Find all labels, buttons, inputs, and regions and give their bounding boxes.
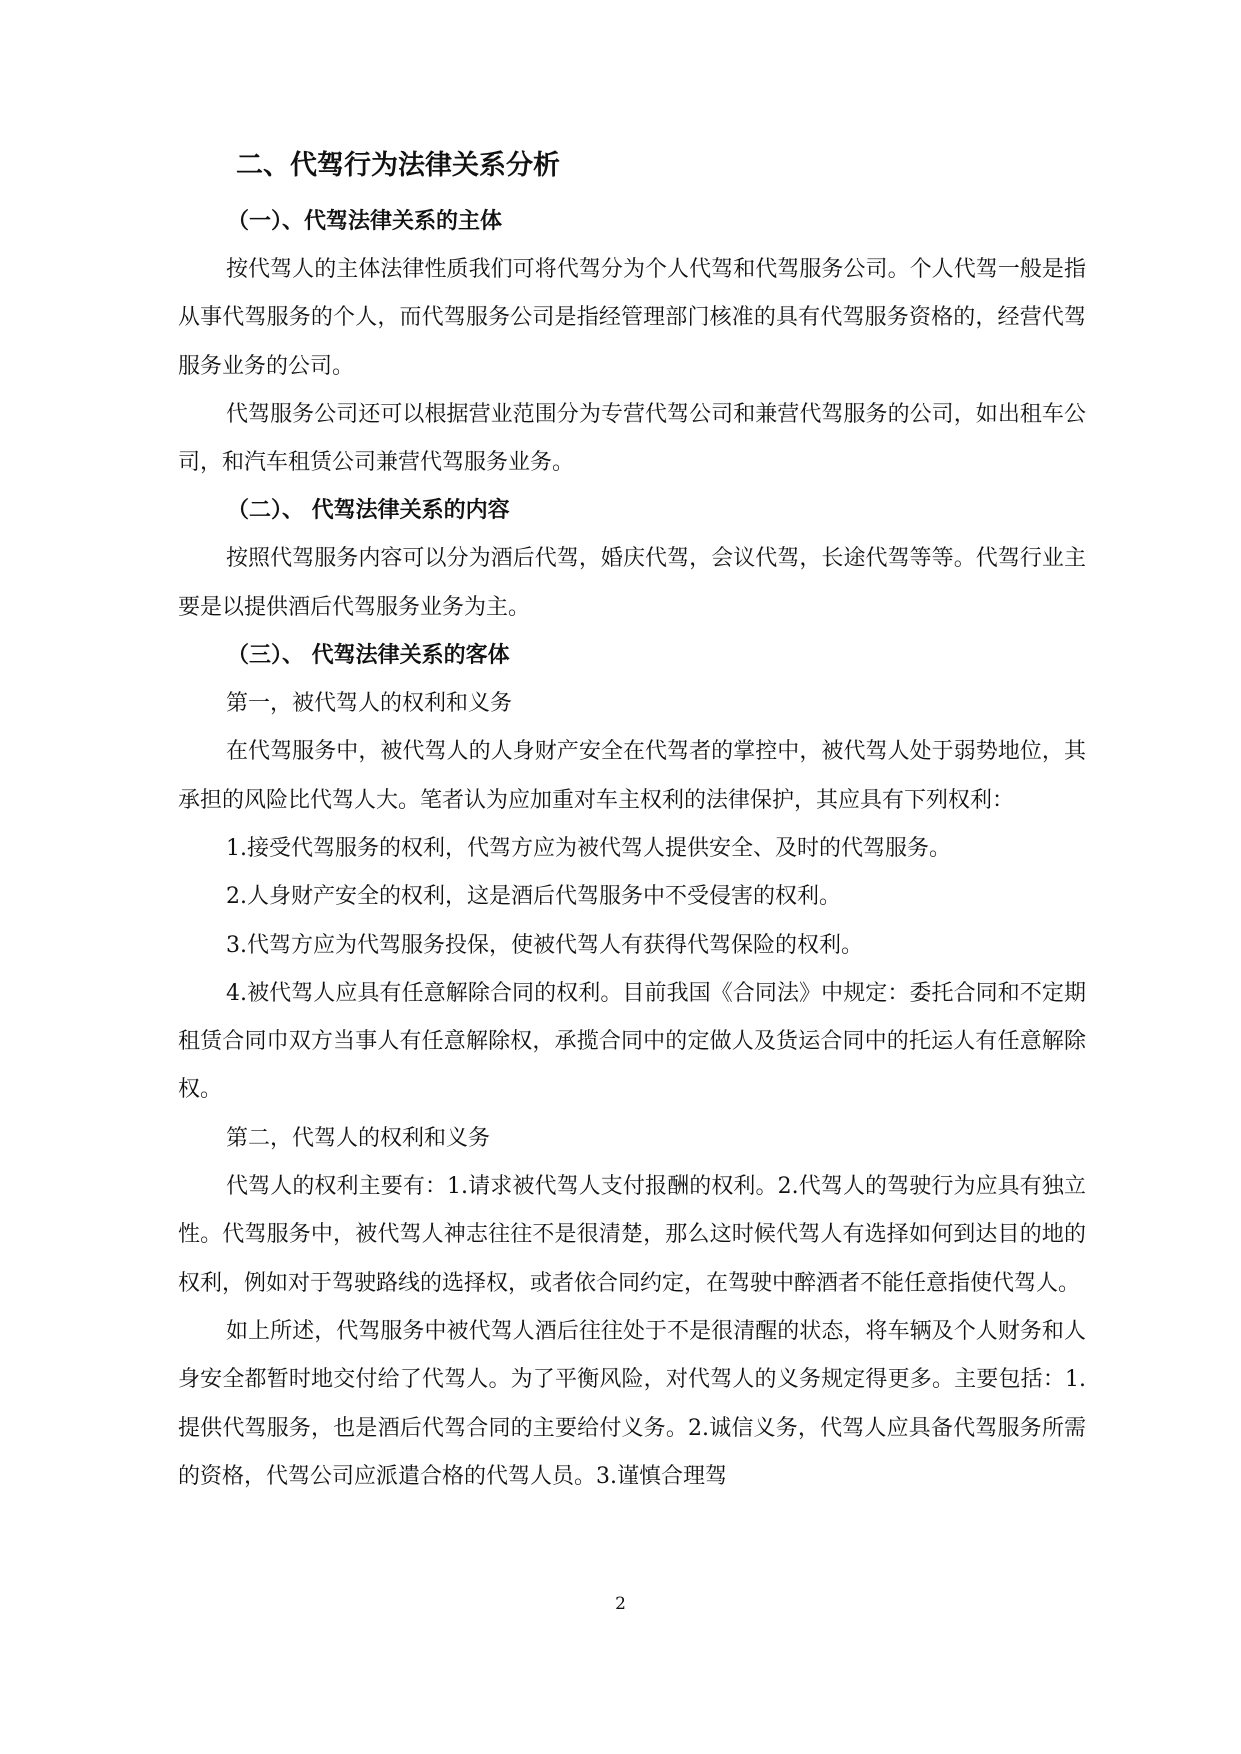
subsection-heading-subject: （一）、代驾法律关系的主体 bbox=[227, 209, 503, 234]
list-item-right-4: 4.被代驾人应具有任意解除合同的权利。目前我国《合同法》中规定：委托合同和不定期租赁合同巾双方当事人有任意解除权，承揽合同中的定做人及货运合同中的托运人有任意解除权。 bbox=[178, 980, 1086, 1103]
subsection-heading-content: （二）、 代驾法律关系的内容 bbox=[227, 498, 510, 524]
paragraph-driver-types: 按代驾人的主体法律性质我们可将代驾分为个人代驾和代驾服务公司。个人代驾一般是指从事代驾服务的个人，而代驾服务公司是指经管理部门核准的具有代驾服务资格的，经营代驾服务业务的公司。 bbox=[178, 257, 1086, 379]
paragraph-company-types: 代驾服务公司还可以根据营业范围分为专营代驾公司和兼营代驾服务的公司，如出租车公司，和汽车租赁公司兼营代驾服务业务。 bbox=[178, 401, 1086, 476]
paragraph-client-position: 在代驾服务中，被代驾人的人身财产安全在代驾者的掌控中，被代驾人处于弱势地位，其承担的风险比代驾人大。笔者认为应加重对车主权利的法律保护，其应具有下列权利： bbox=[178, 739, 1086, 813]
paragraph-driver-rights: 代驾人的权利主要有：1.请求被代驾人支付报酬的权利。2.代驾人的驾驶行为应具有独立性。代驾服务中，被代驾人神志往往不是很清楚，那么这时候代驾人有选择如何到达目的地的权利，例如对于驾驶路线的选择权，或者依合同约定，在驾驶中醉酒者不能任意指使代驾人。 bbox=[178, 1174, 1086, 1296]
subsection-heading-object: （三）、 代驾法律关系的客体 bbox=[227, 643, 510, 669]
list-item-right-3: 3.代驾方应为代驾服务投保，使被代驾人有获得代驾保险的权利。 bbox=[226, 932, 863, 958]
section-title: 二、代驾行为法律关系分析 bbox=[236, 150, 560, 181]
paragraph-driver-duties: 如上所述，代驾服务中被代驾人酒后往往处于不是很清醒的状态，将车辆及个人财务和人身安全都暂时地交付给了代驾人。为了平衡风险，对代驾人的义务规定得更多。主要包括：1.提供代驾服务，也是酒后代驾合同的主要给付义务。2.诚信义务，代驾人应具备代驾服务所需的资格，代驾公司应派遣合格的代驾人员。3.谨慎合理驾 bbox=[178, 1318, 1086, 1489]
paragraph-service-content: 按照代驾服务内容可以分为酒后代驾，婚庆代驾，会议代驾，长途代驾等等。代驾行业主要是以提供酒后代驾服务业务为主。 bbox=[178, 546, 1086, 620]
list-item-right-1: 1.接受代驾服务的权利，代驾方应为被代驾人提供安全、及时的代驾服务。 bbox=[226, 835, 951, 861]
paragraph-second-heading: 第二，代驾人的权利和义务 bbox=[226, 1125, 491, 1151]
paragraph-first-heading: 第一，被代驾人的权利和义务 bbox=[226, 691, 513, 717]
list-item-right-2: 2.人身财产安全的权利，这是酒后代驾服务中不受侵害的权利。 bbox=[226, 884, 841, 910]
page-content bbox=[178, 138, 1086, 1501]
page-number: 2 bbox=[615, 1594, 626, 1614]
